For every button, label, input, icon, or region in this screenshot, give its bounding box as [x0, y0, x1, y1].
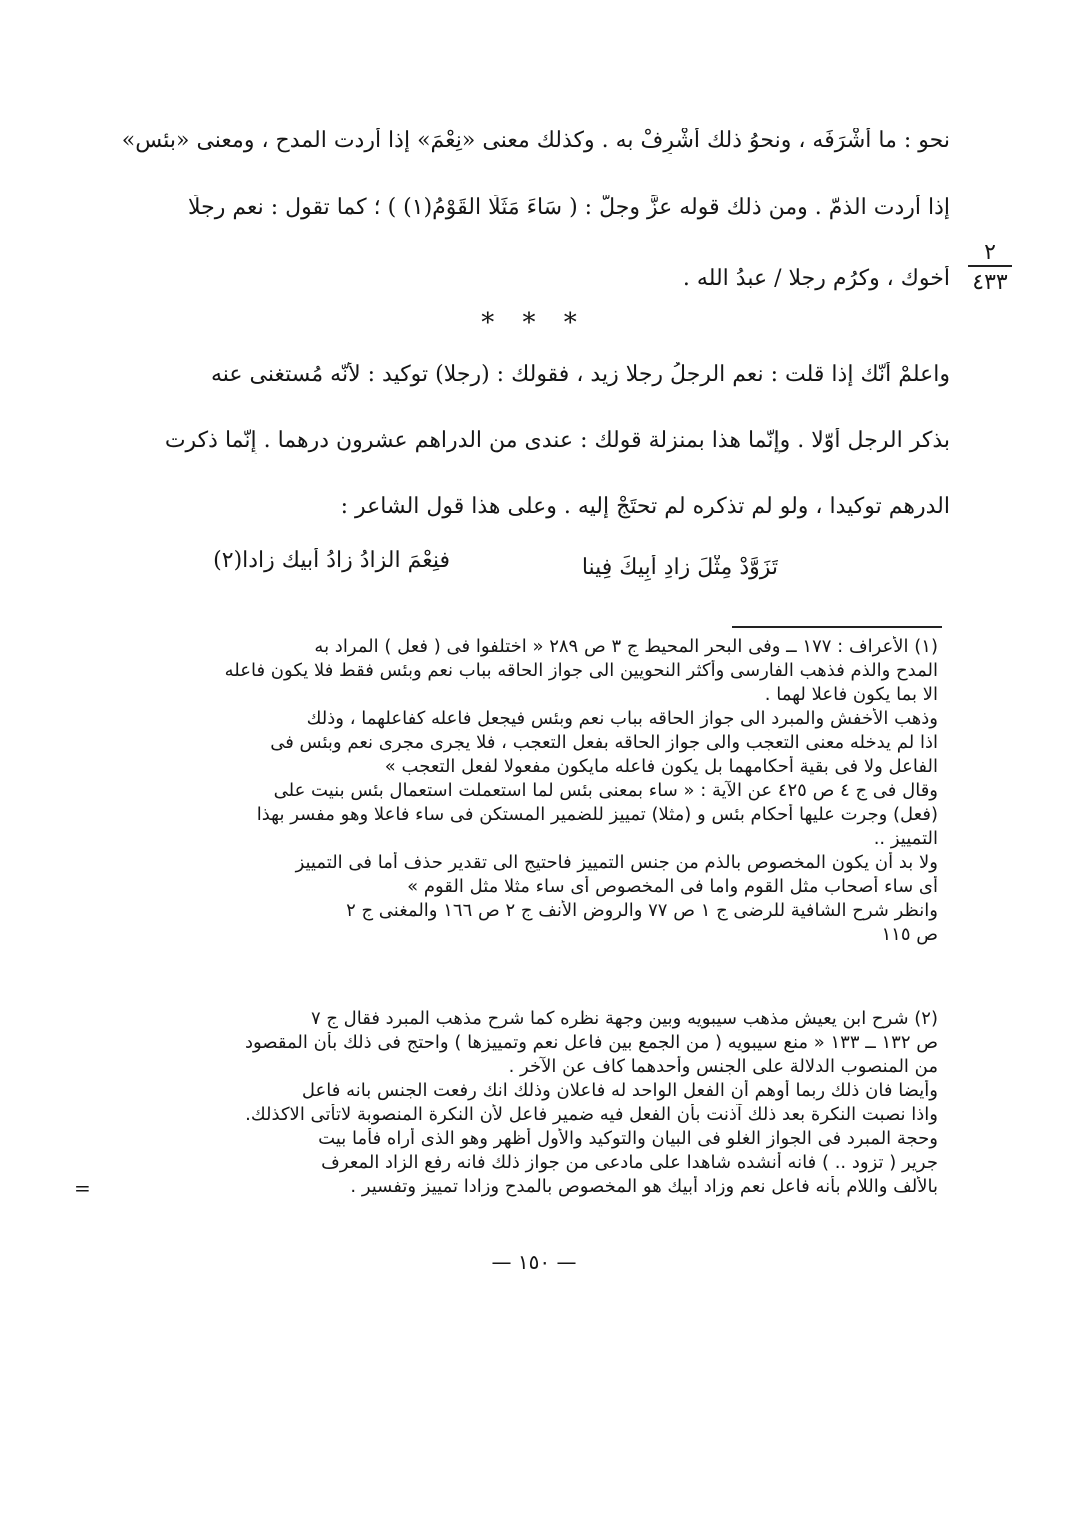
footnote-line: أى ساء أصحاب مثل القوم واما فى المخصوص أى ساء مثلا مثل القوم » — [407, 876, 938, 897]
footnote-line: وقال فى ج ٤ ص ٤٢٥ عن الآية : « ساء بمعنى بئس لما استعملت استعمال بئس بنيت على — [273, 780, 938, 801]
main-text-line-2: إذا أَردت الذمّ . ومن ذلك قوله عزَّ وجلَّ : ( سَاءَ مَثَلًا القَوْمُ(١) ) ؛ كما تقول : نعم رجلًا — [188, 195, 950, 220]
footnote-line: جرير ( تزود .. ) فانه أنشده شاهدا على مادعى من جواز ذلك فانه رفع الزاد المعرف — [321, 1152, 938, 1173]
verse-right-hemistich: تَزَوَّدْ مِثْلَ زادِ أَبِيكَ فِينا — [581, 555, 778, 580]
footnote-line: من المنصوب الدلالة على الجنس وأحدهما كاف عن الآخر . — [508, 1056, 938, 1077]
footnote-line: التمييز .. — [873, 828, 938, 849]
footnote-line: الا بما يكون فاعلا لهما . — [764, 684, 938, 705]
footnote-separator — [732, 626, 942, 628]
footnote-line: (٢) شرح ابن يعيش مذهب سيبويه وبين وجهة نظره كما شرح مذهب المبرد فقال ج ٧ — [310, 1008, 938, 1029]
footnote-line: ص ١٣٢ ــ ١٣٣ « منع سيبويه ( من الجمع بين فاعل نعم وتمييزها ) واحتج فى ذلك بأن المقصود — [244, 1032, 938, 1053]
page-number: — ١٥٠ — — [491, 1250, 577, 1274]
footnote-line: الفاعل ولا فى بقية أحكامهما بل يكون فاعله مايكون مفعولا لفعل التعجب » — [384, 756, 938, 777]
section-separator-stars: * * * — [481, 308, 587, 338]
footnote-line: وحجة المبرد فى الجواز الغلو فى البيان والتوكيد والأول أظهر وهو الذى أراه فأما بيت — [318, 1128, 938, 1149]
footnote-line: (١) الأعراف : ١٧٧ ــ وفى البحر المحيط ج ٣ ص ٢٨٩ « اختلفوا فى ( فعل ) المراد به — [314, 636, 938, 657]
footnote-line: وأيضا فان ذلك ربما أوهم أن الفعل الواحد له فاعلان وذلك انك رفعت الجنس بانه فاعل — [301, 1080, 938, 1101]
continuation-mark: = — [74, 1176, 91, 1200]
verse-left-hemistich: فنِعْمَ الزادُ زادُ أَبيك زادا(٢) — [213, 548, 450, 573]
footnote-line: ولا بد أن يكون المخصوص بالذم من جنس التمييز فاحتيج الى تقدير حذف أما فى التمييز — [295, 852, 938, 873]
margin-note-bottom: ٤٣٣ — [972, 270, 1008, 295]
footnote-line: المدح والذم فذهب الفارسى وأكثر النحويين الى جواز الحاقه بباب نعم وبئس فقط فلا يكون فاعله — [224, 660, 938, 681]
footnote-line: وانظر شرح الشافية للرضى ج ١ ص ٧٧ والروض الأنف ج ٢ ص ١٦٦ والمغنى ج ٢ — [346, 900, 938, 921]
footnote-line: واذا نصبت النكرة بعد ذلك آذنت بأن الفعل فيه ضمير فاعل لأن النكرة المنصوبة لاتأتى الاكذلك. — [245, 1104, 938, 1125]
main-text-line-5: بذكر الرجل أَوّلا . وإِنّما هذا بمنزلة قولك : عندى من الدراهم عشرون درهما . إِنّما ذكرت — [164, 428, 950, 453]
footnote-line: (فعل) وجرت عليها أحكام بئس و (مثلا) تمييز للضمير المستكن فى ساء فاعلا وهو مفسر بهذا — [256, 804, 938, 825]
footnote-line: اذا لم يدخله معنى التعجب والى جواز الحاقه بفعل التعجب ، فلا يجرى مجرى نعم وبئس فى — [270, 732, 938, 753]
margin-note-top: ٢ — [984, 240, 996, 265]
main-text-line-4: واعلمْ أَنّك إذا قلت : نعم الرجلُ رجلا زيد ، فقولك : (رجلا) توكيد : لأَنّه مُستغنى عنه — [210, 362, 950, 387]
margin-note-divider — [968, 265, 1012, 267]
footnote-line: ص ١١٥ — [881, 924, 938, 945]
main-text-line-6: الدرهم توكيدا ، ولو لم تذكره لم تحتَجْ إليه . وعلى هذا قول الشاعر : — [340, 494, 950, 519]
footnote-line: وذهب الأخفش والمبرد الى جواز الحاقه بباب نعم وبئس فيجعل فاعله كفاعلهما ، وذلك — [306, 708, 938, 729]
footnote-line: بالألف واللام بأنه فاعل نعم وزاد أبيك هو المخصوص بالمدح وزادا تمييز وتفسير . — [350, 1176, 938, 1197]
main-text-line-3: أَخوك ، وكرُم رجلا / عبدُ الله . — [682, 266, 950, 291]
main-text-line-1: نحو : ما أشْرَفَه ، ونحوُ ذلك أَشْرِفْ به . وكذلك معنى «نِعْمَ» إذا أَردت المدح ، ومعنى «بئس» — [121, 128, 950, 153]
